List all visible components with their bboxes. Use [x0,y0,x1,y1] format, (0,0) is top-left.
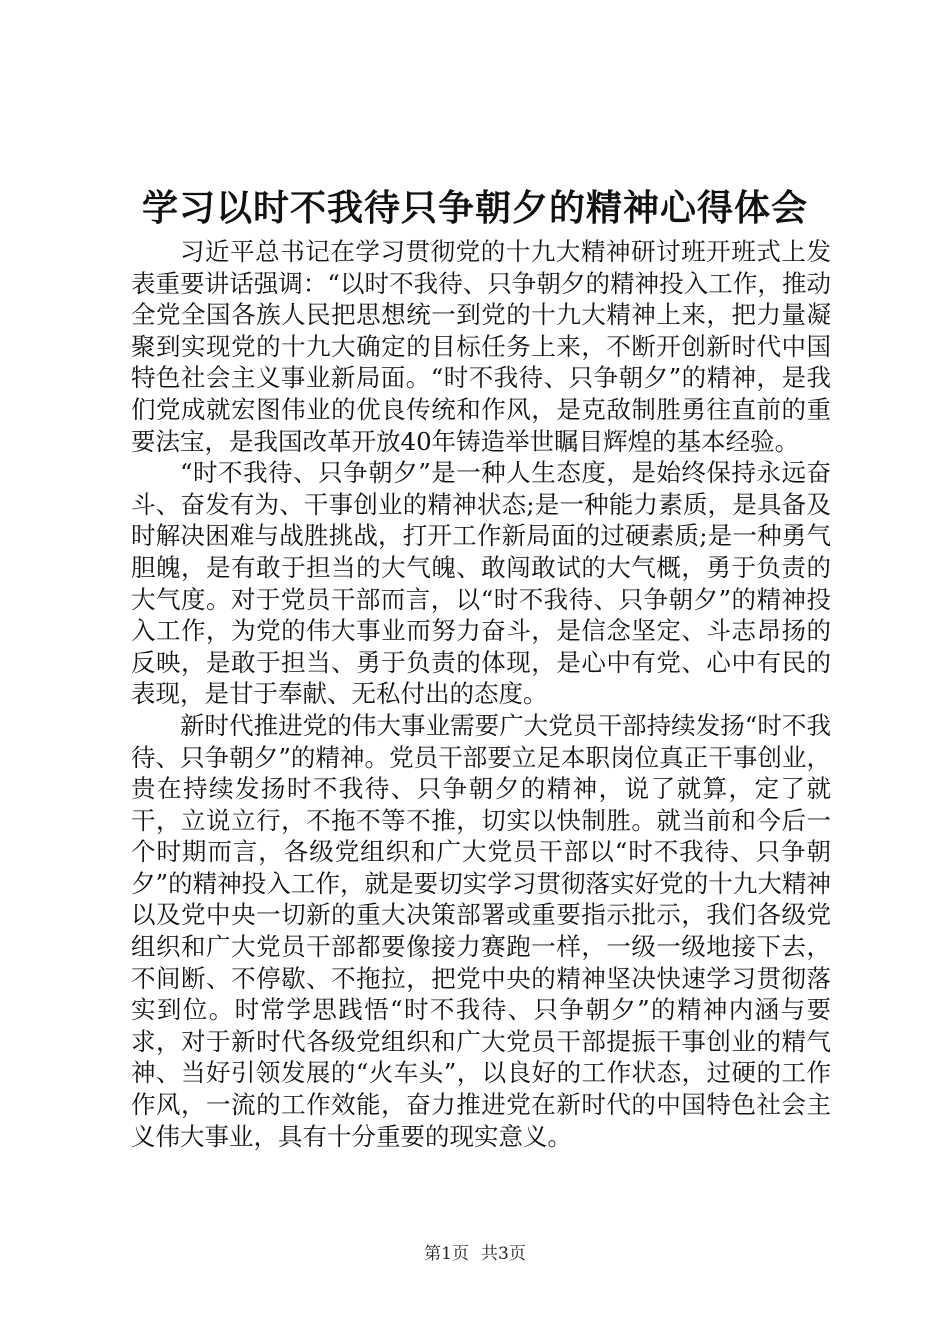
document-body [131,236,831,1152]
page-total: 共3页 [481,1244,526,1264]
paragraph-3: 新时代推进党的伟大事业需要广大党员干部持续发扬“时不我待、只争朝夕”的精神。党员干部要立足本职岗位真正干事创业，贵在持续发扬时不我待、只争朝夕的精神，说了就算，定了就干，立说立行，不拖不等不推，切实以快制胜。就当前和今后一个时期而言，各级党组织和广大党员干部以“时不我待、只争朝夕”的精神投入工作，就是要切实学习贯彻落实好党的十九大精神以及党中央一切新的重大决策部署或重要指示批示，我们各级党组织和广大党员干部都要像接力赛跑一样，一级一级地接下去，不间断、不停歇、不拖拉，把党中央的精神坚决快速学习贯彻落实到位。时常学思践悟“时不我待、只争朝夕”的精神内涵与要求，对于新时代各级党组织和广大党员干部提振干事创业的精气神、当好引领发展的“火车头”，以良好的工作状态，过硬的工作作风，一流的工作效能，奋力推进党在新时代的中国特色社会主义伟大事业，具有十分重要的现实意义。 [131,710,831,1151]
page-footer [0,1242,950,1266]
paragraph-1: 习近平总书记在学习贯彻党的十九大精神研讨班开班式上发表重要讲话强调：“以时不我待、只争朝夕的精神投入工作，推动全党全国各族人民把思想统一到党的十九大精神上来，把力量凝聚到实现党的十九大确定的目标任务上来，不断开创新时代中国特色社会主义事业新局面。“时不我待、只争朝夕”的精神，是我们党成就宏图伟业的优良传统和作风，是克敌制胜勇往直前的重要法宝，是我国改革开放40年铸造举世瞩目辉煌的基本经验。 [131,237,831,456]
document-title: 学习以时不我待只争朝夕的精神心得体会 [141,187,808,229]
page-number: 第1页 [424,1244,469,1264]
paragraph-2: “时不我待、只争朝夕”是一种人生态度，是始终保持永远奋斗、奋发有为、干事创业的精神状态;是一种能力素质，是具备及时解决困难与战胜挑战，打开工作新局面的过硬素质;是一种勇气胆魄，是有敢于担当的大气魄、敢闯敢试的大气概，勇于负责的大气度。对于党员干部而言，以“时不我待、只争朝夕”的精神投入工作，为党的伟大事业而努力奋斗，是信念坚定、斗志昂扬的反映，是敢于担当、勇于负责的体现，是心中有党、心中有民的表现，是甘于奉献、无私付出的态度。 [131,458,831,709]
